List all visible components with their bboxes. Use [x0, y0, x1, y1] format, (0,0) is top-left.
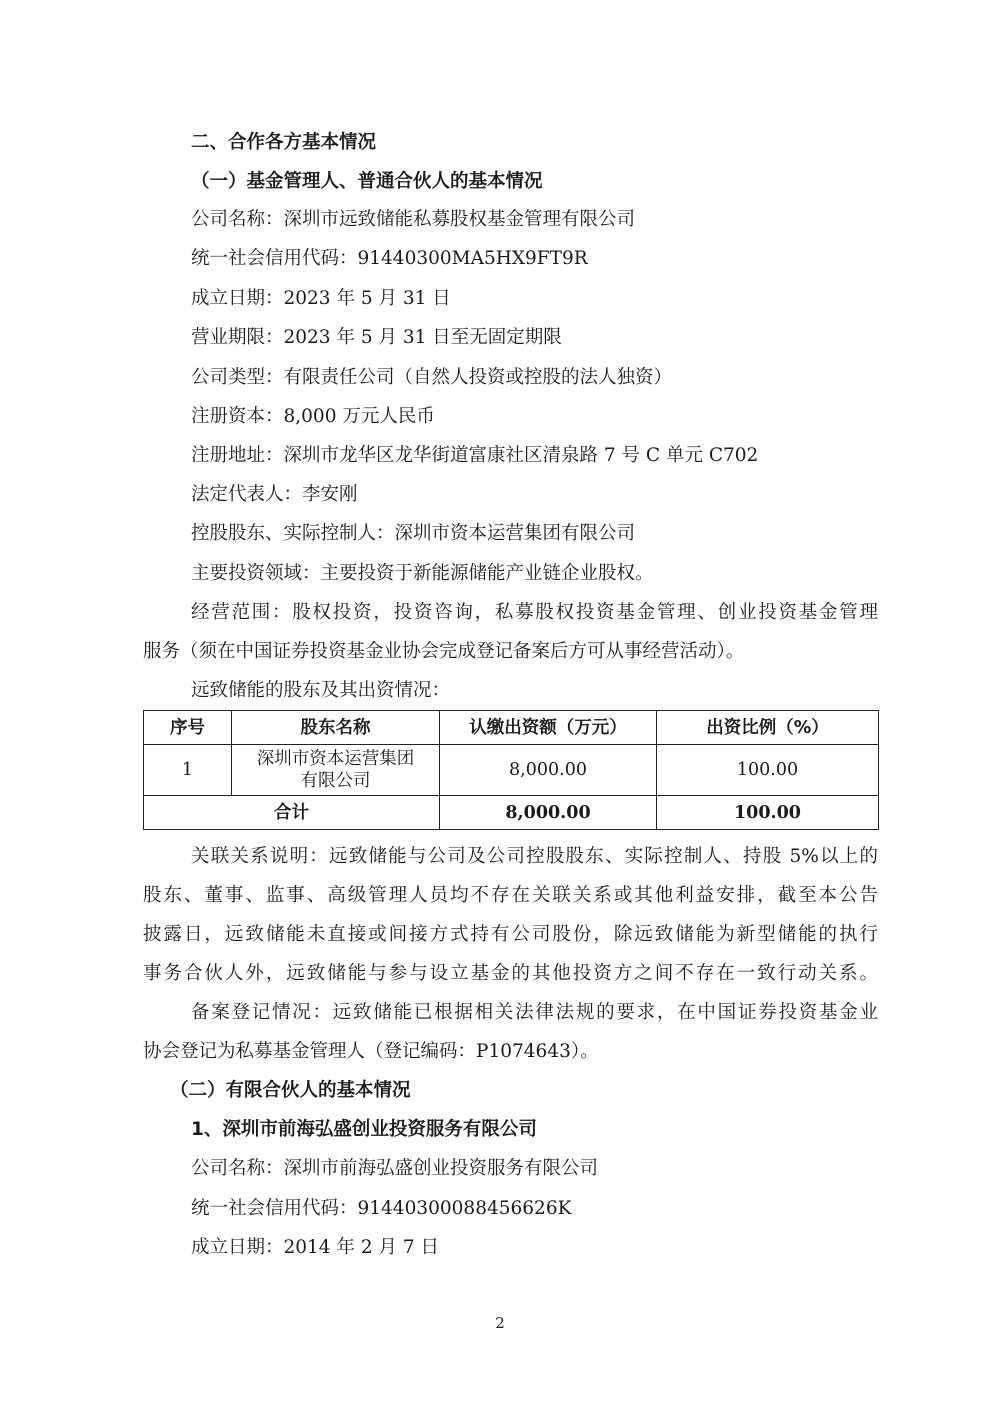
item-1-title: 1、深圳市前海弘盛创业投资服务有限公司 [191, 1119, 537, 1140]
filing-line-2: 协会登记为私募基金管理人（登记编码：P1074643）。 [143, 1041, 599, 1062]
lp-credit-code: 统一社会信用代码：91440300088456626K [191, 1198, 572, 1219]
page-number: 2 [495, 1314, 505, 1332]
table-header-row [144, 711, 879, 745]
cell-amount: 8,000.00 [440, 745, 657, 796]
header-amount: 认缴出资额（万元） [440, 711, 657, 745]
controlling-shareholder: 控股股东、实际控制人：深圳市资本运营集团有限公司 [191, 523, 636, 544]
shareholders-intro: 远致储能的股东及其出资情况： [191, 680, 451, 701]
business-scope-line-2: 服务（须在中国证券投资基金业协会完成登记备案后方可从事经营活动）。 [143, 641, 745, 662]
cell-name [232, 745, 440, 796]
relation-line-3: 披露日，远致储能未直接或间接方式持有公司股份，除远致储能为新型储能的执行 [143, 924, 878, 945]
company-type: 公司类型：有限责任公司（自然人投资或控股的法人独资） [191, 367, 673, 388]
cell-name-line-1: 深圳市资本运营集团 [256, 749, 415, 769]
credit-code: 统一社会信用代码：91440300MA5HX9FT9R [191, 248, 588, 269]
cell-ratio: 100.00 [657, 745, 879, 796]
investment-field: 主要投资领域：主要投资于新能源储能产业链企业股权。 [191, 563, 654, 584]
header-ratio: 出资比例（%） [657, 711, 879, 745]
established-date: 成立日期：2023 年 5 月 31 日 [191, 288, 451, 309]
filing-line-1: 备案登记情况：远致储能已根据相关法律法规的要求，在中国证券投资基金业 [191, 1002, 878, 1023]
table-total-row [144, 796, 879, 830]
company-name: 公司名称：深圳市远致储能私募股权基金管理有限公司 [191, 209, 636, 230]
registered-capital: 注册资本：8,000 万元人民币 [191, 406, 435, 427]
registered-address: 注册地址：深圳市龙华区龙华街道富康社区清泉路 7 号 C 单元 C702 [191, 445, 759, 466]
subsection-2-title: （二）有限合伙人的基本情况 [170, 1080, 411, 1101]
total-amount: 8,000.00 [440, 796, 657, 830]
business-term: 营业期限：2023 年 5 月 31 日至无固定期限 [191, 327, 562, 348]
relation-line-4: 事务合伙人外，远致储能与参与设立基金的其他投资方之间不存在一致行动关系。 [143, 963, 878, 984]
lp-company-name: 公司名称：深圳市前海弘盛创业投资服务有限公司 [191, 1158, 599, 1179]
header-no: 序号 [144, 711, 232, 745]
cell-no: 1 [144, 745, 232, 796]
cell-name-line-2: 有限公司 [300, 771, 371, 791]
shareholder-table [143, 710, 879, 830]
subsection-1-title: （一）基金管理人、普通合伙人的基本情况 [191, 171, 543, 192]
total-label: 合计 [144, 796, 440, 830]
business-scope-line-1: 经营范围：股权投资，投资咨询，私募股权投资基金管理、创业投资基金管理 [191, 602, 878, 623]
legal-representative: 法定代表人：李安刚 [191, 484, 358, 505]
section-title: 二、合作各方基本情况 [191, 132, 377, 153]
total-ratio: 100.00 [657, 796, 879, 830]
table-row [144, 745, 879, 796]
lp-established-date: 成立日期：2014 年 2 月 7 日 [191, 1237, 440, 1258]
relation-line-1: 关联关系说明：远致储能与公司及公司控股股东、实际控制人、持股 5%以上的 [191, 846, 878, 867]
relation-line-2: 股东、董事、监事、高级管理人员均不存在关联关系或其他利益安排，截至本公告 [143, 885, 878, 906]
header-name: 股东名称 [232, 711, 440, 745]
